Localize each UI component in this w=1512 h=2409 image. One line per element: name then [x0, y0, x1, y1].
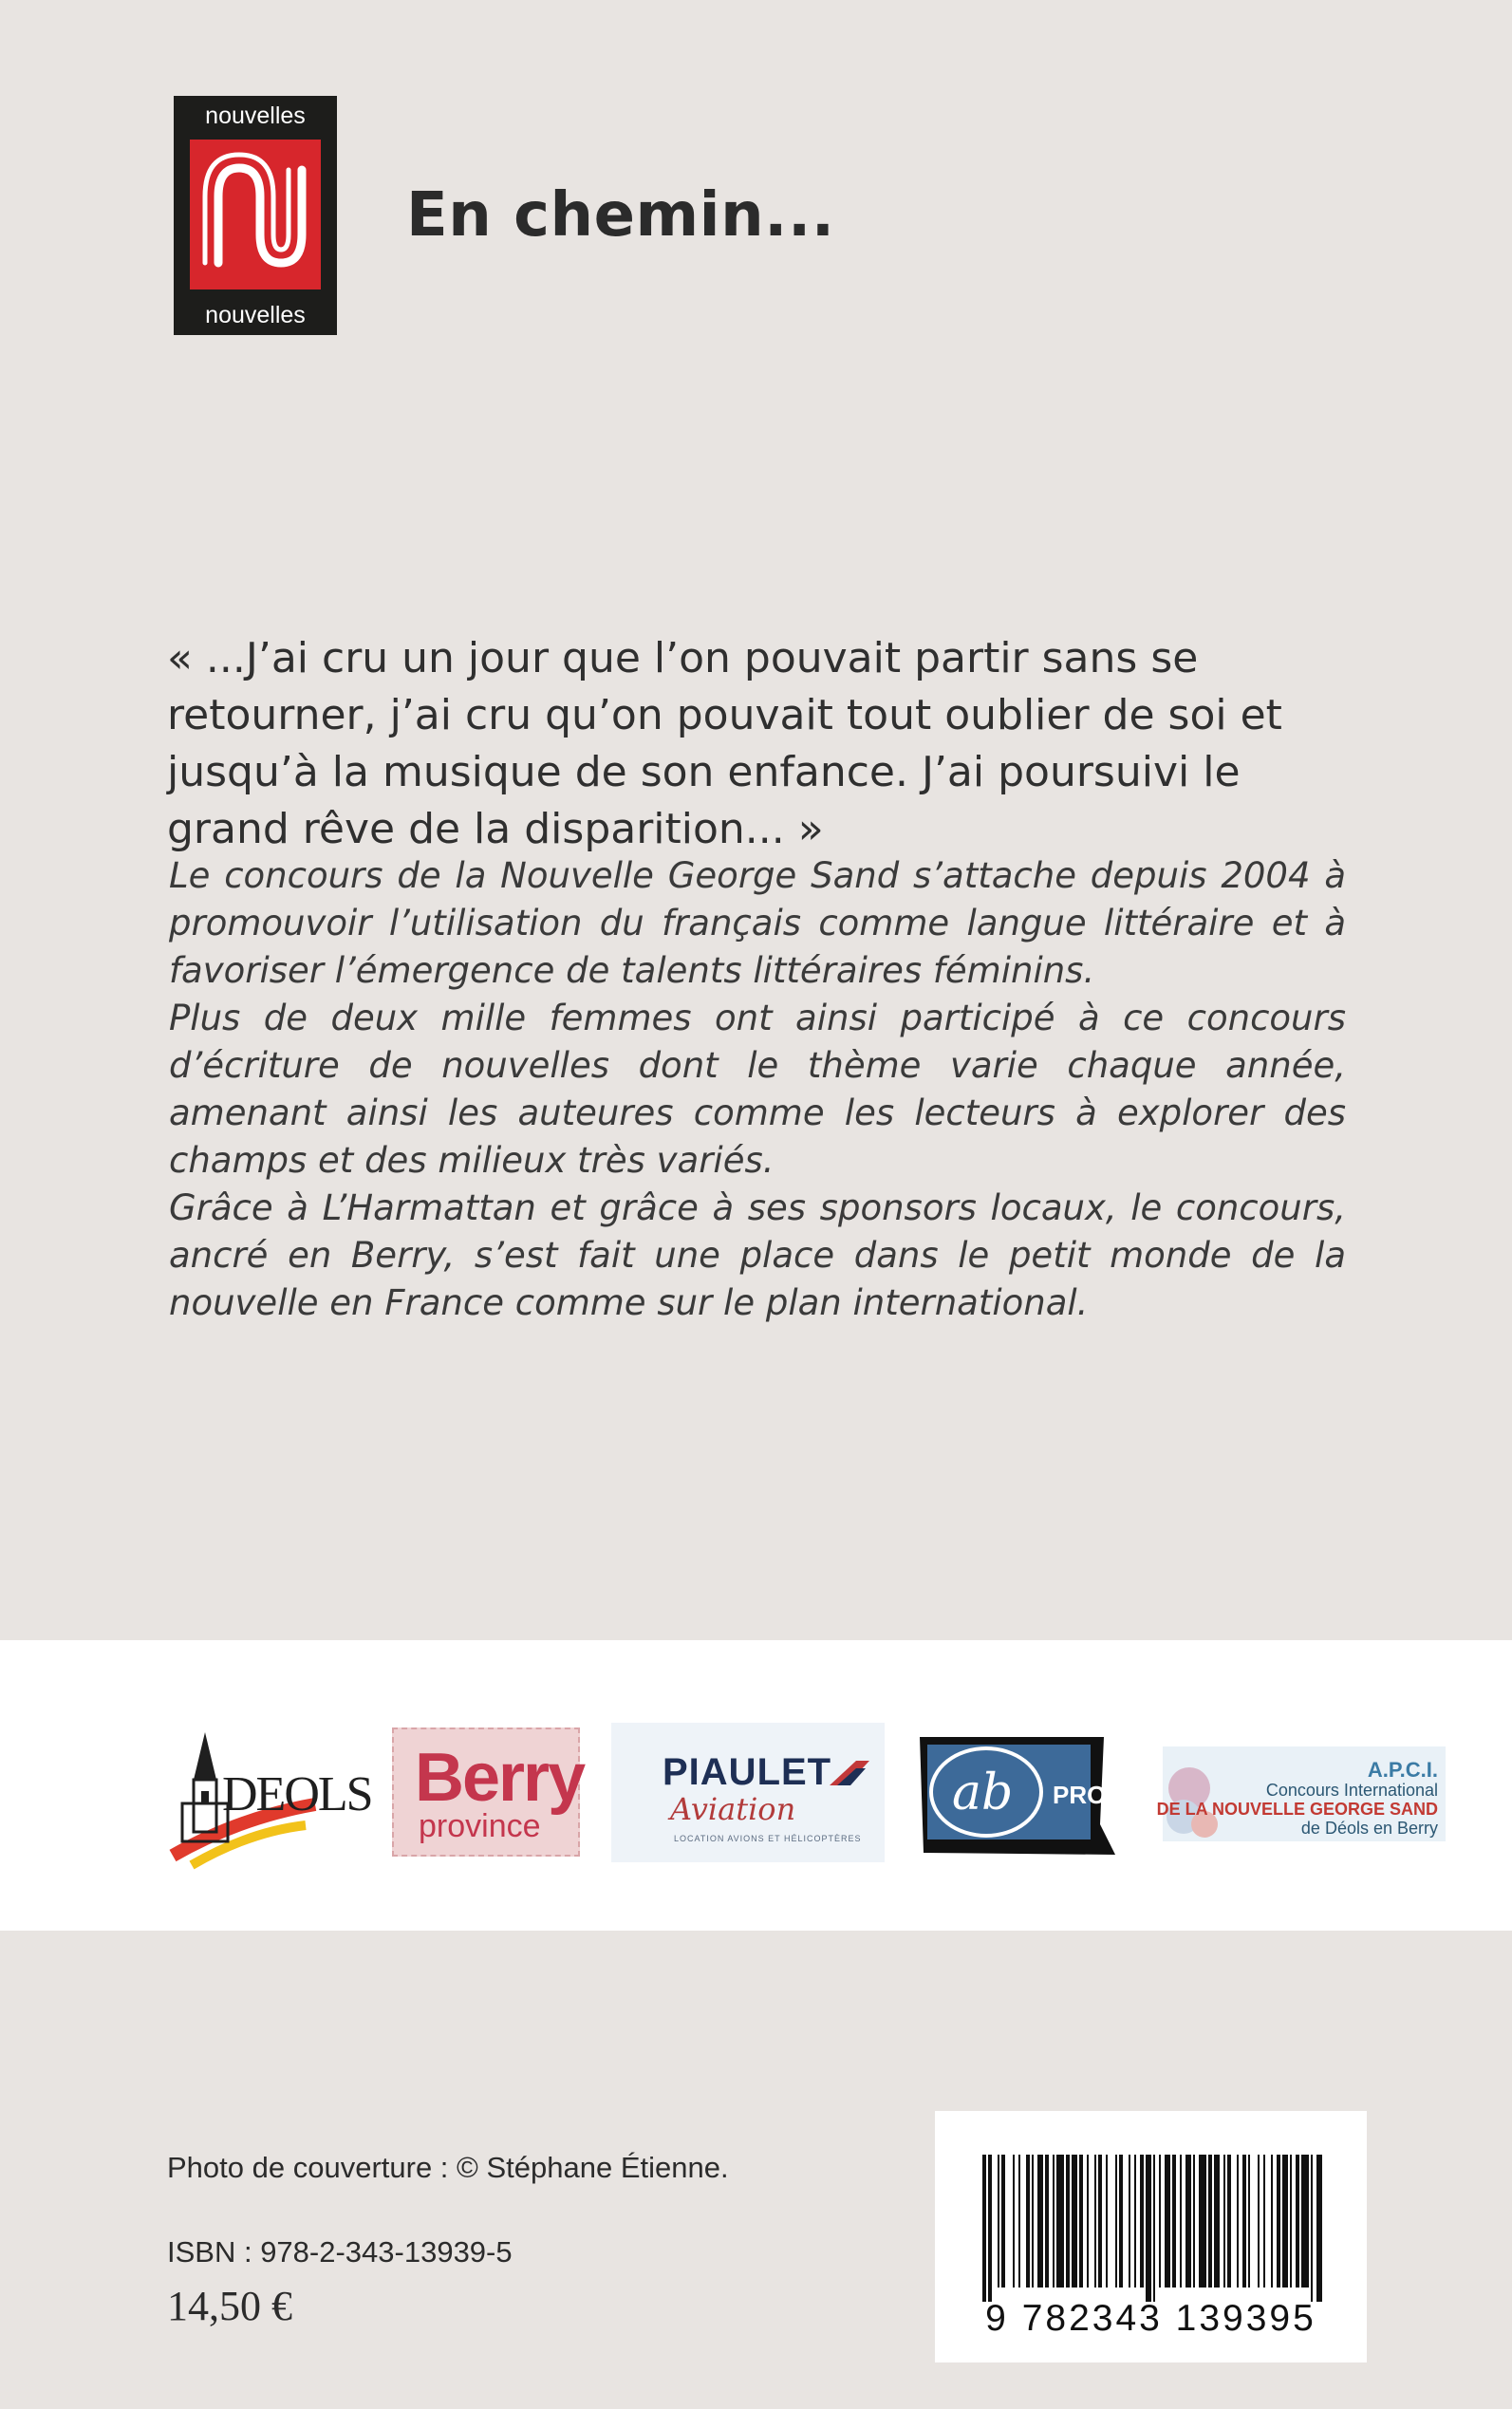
- barcode-bar: [1301, 2155, 1309, 2288]
- barcode-bar: [988, 2155, 992, 2302]
- piaulet-wordmark: PIAULET: [663, 1751, 832, 1793]
- prod-wordmark: PROD.: [1053, 1781, 1131, 1809]
- description-paragraph: Grâce à L’Harmattan et grâce à ses sponsors locaux, le concours, ancré en Berry, s’est fait une place dans le petit monde de la nouvelle en France comme sur le plan international.: [169, 1187, 1346, 1323]
- excerpt-quote: « ...J’ai cru un jour que l’on pouvait partir sans se retourner, j’ai cru qu’on pouvait tout oublier de soi et jusqu’à la musique de son enfance. J’ai poursuivi le grand rêve de la disparition... »: [167, 634, 1282, 853]
- barcode-bar: [1026, 2155, 1030, 2288]
- book-title: En chemin...: [406, 180, 835, 251]
- barcode-bar: [1199, 2155, 1206, 2288]
- barcode-bar: [1066, 2155, 1070, 2288]
- barcode-bar: [1180, 2155, 1182, 2288]
- svg-text:ab: ab: [952, 1765, 1014, 1821]
- barcode-bar: [1094, 2155, 1096, 2288]
- barcode-bar: [1045, 2155, 1049, 2288]
- barcode-bar: [1153, 2155, 1155, 2302]
- barcode-bar: [1072, 2155, 1077, 2288]
- barcode-bar: [1237, 2155, 1239, 2288]
- barcode-bar: [1277, 2155, 1280, 2288]
- nu-monogram-icon: [190, 140, 321, 289]
- barcode-bar: [1258, 2155, 1260, 2288]
- aviation-wordmark: Aviation: [670, 1791, 796, 1827]
- barcode-bar: [998, 2155, 999, 2288]
- barcode-bar: [1263, 2155, 1265, 2288]
- barcode-bar: [1134, 2155, 1136, 2288]
- barcode-bar: [1119, 2155, 1123, 2288]
- photo-credit: Photo de couverture : © Stéphane Étienne.: [167, 2151, 729, 2184]
- barcode-bar: [1159, 2155, 1161, 2288]
- barcode-bar: [1146, 2155, 1151, 2302]
- barcode-digits: 9 782343 139395: [985, 2298, 1316, 2339]
- barcode-bar: [1018, 2155, 1020, 2288]
- description: [169, 852, 1346, 1327]
- barcode-bar: [1013, 2155, 1015, 2288]
- apci-line-4: de Déols en Berry: [1300, 1819, 1438, 1838]
- province-wordmark: province: [419, 1808, 541, 1844]
- barcode-bar: [1242, 2155, 1246, 2288]
- barcode-bar: [1140, 2155, 1144, 2288]
- barcode-bar: [1227, 2155, 1231, 2288]
- barcode-bar: [1098, 2155, 1102, 2288]
- barcode-bar: [1193, 2155, 1195, 2288]
- barcode-bar: [1290, 2155, 1292, 2288]
- barcode-bar: [1056, 2155, 1064, 2288]
- barcode-bars: [982, 2155, 1324, 2302]
- wing-icon: [828, 1757, 871, 1789]
- apci-line-3: DE LA NOUVELLE GEORGE SAND: [1156, 1800, 1438, 1819]
- barcode-bar: [1311, 2155, 1313, 2302]
- apci-acronym: A.P.C.I.: [1367, 1758, 1438, 1782]
- barcode-bar: [1129, 2155, 1130, 2288]
- barcode-bar: [1037, 2155, 1043, 2288]
- collection-logo-bottom-label: nouvelles: [205, 302, 306, 328]
- barcode-bar: [1172, 2155, 1176, 2288]
- barcode-bar: [1053, 2155, 1055, 2288]
- description-paragraph: Le concours de la Nouvelle George Sand s’attache depuis 2004 à promouvoir l’utilisation du français comme langue littéraire et à favoriser l’émergence de talents littéraires féminins.: [169, 855, 1346, 991]
- barcode-bar: [1296, 2155, 1299, 2288]
- price: 14,50 €: [167, 2283, 292, 2329]
- collection-logo: [174, 96, 337, 335]
- collection-logo-mark: [190, 140, 321, 289]
- barcode-bar: [1214, 2155, 1220, 2288]
- barcode-bar: [1106, 2155, 1108, 2288]
- barcode-bar: [1316, 2155, 1322, 2302]
- apci-line-2: Concours International: [1265, 1781, 1438, 1800]
- deols-logo: [163, 1713, 372, 1875]
- barcode-bar: [1248, 2155, 1250, 2288]
- barcode-bar: [1001, 2155, 1005, 2288]
- piaulet-tagline: LOCATION AVIONS ET HÉLICOPTÈRES: [674, 1834, 862, 1843]
- barcode-bar: [1032, 2155, 1034, 2288]
- barcode-bar: [1115, 2155, 1117, 2288]
- berry-province-logo: [392, 1727, 585, 1857]
- description-paragraph: Plus de deux mille femmes ont ainsi participé à ce concours d’écriture de nouvelles dont le thème varie chaque année, amenant ainsi les auteures comme les lecteurs à explorer des champs et des milieux très variés.: [169, 998, 1346, 1181]
- ab-prod-logo: [914, 1733, 1131, 1858]
- collection-logo-top-label: nouvelles: [205, 103, 306, 129]
- barcode-bar: [1223, 2155, 1225, 2288]
- deols-wordmark: DEOLS: [222, 1767, 372, 1821]
- apci-logo: [1156, 1746, 1446, 1841]
- barcode-bar: [1185, 2155, 1191, 2288]
- barcode-bar: [1208, 2155, 1212, 2288]
- barcode-bar: [1165, 2155, 1170, 2288]
- barcode-bar: [1079, 2155, 1083, 2288]
- isbn: ISBN : 978-2-343-13939-5: [167, 2235, 513, 2269]
- piaulet-aviation-logo: [611, 1723, 885, 1862]
- barcode-bar: [1271, 2155, 1273, 2288]
- barcode: [935, 2111, 1367, 2362]
- barcode-bar: [1087, 2155, 1089, 2288]
- barcode-bar: [982, 2155, 986, 2302]
- berry-wordmark: Berry: [415, 1740, 585, 1816]
- barcode-bar: [1282, 2155, 1288, 2288]
